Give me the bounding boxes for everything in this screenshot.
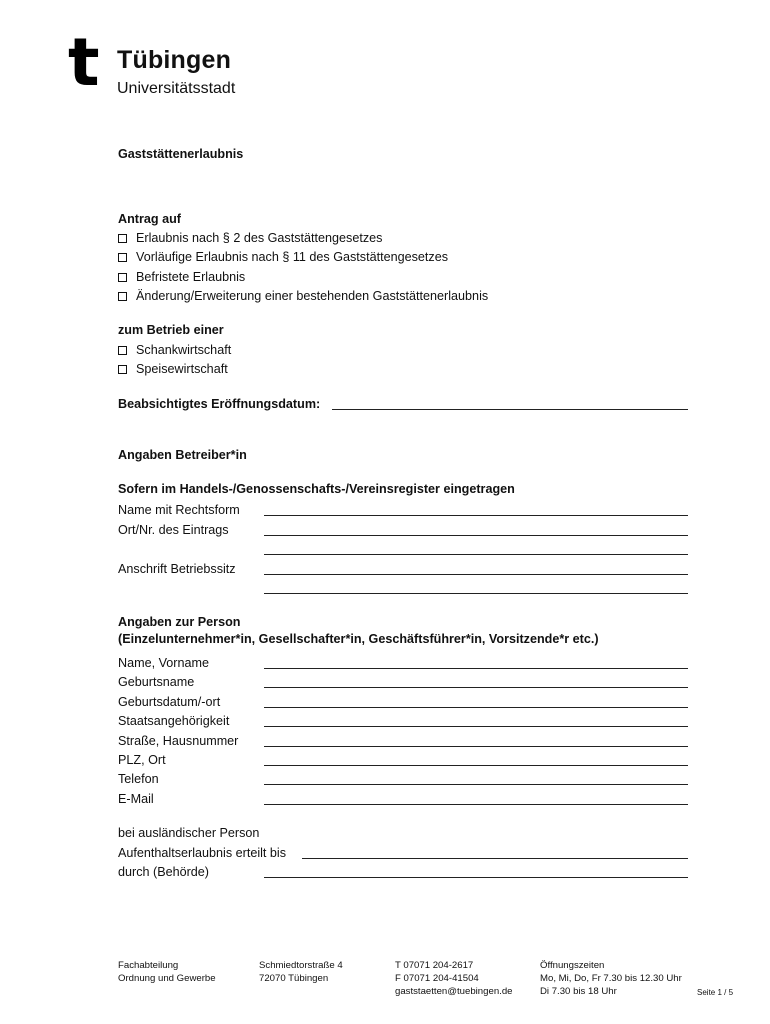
field-behoerde[interactable] <box>264 877 688 878</box>
field-staatsangehoerigkeit[interactable] <box>264 726 688 727</box>
field-anschrift-betriebssitz-extra[interactable] <box>264 593 688 594</box>
footer-street: Schmiedtorstraße 4 <box>259 960 343 971</box>
label-behoerde: durch (Behörde) <box>118 865 210 879</box>
checkbox-speisewirtschaft[interactable] <box>118 365 127 374</box>
option-erlaubnis-2: Erlaubnis nach § 2 des Gaststättengesetzes <box>136 231 383 245</box>
field-email[interactable] <box>264 804 688 805</box>
person-subheading: (Einzelunternehmer*in, Gesellschafter*in, Geschäftsführer*in, Vorsitzende*r etc.) <box>118 632 599 646</box>
label-plz-ort: PLZ, Ort <box>118 753 166 767</box>
label-geburtsname: Geburtsname <box>118 675 195 689</box>
checkbox-befristete-erlaubnis[interactable] <box>118 273 127 282</box>
betrieb-heading: zum Betrieb einer <box>118 323 224 337</box>
logo-t-mark-icon: t <box>68 24 100 101</box>
checkbox-erlaubnis-2[interactable] <box>118 234 127 243</box>
option-speisewirtschaft: Speisewirtschaft <box>136 362 228 376</box>
footer-phone: T 07071 204-2617 <box>395 960 474 971</box>
footer-hours-line2: Di 7.30 bis 18 Uhr <box>540 986 617 997</box>
checkbox-schankwirtschaft[interactable] <box>118 346 127 355</box>
register-heading: Sofern im Handels-/Genossenschafts-/Vereinsregister eingetragen <box>118 482 515 496</box>
label-strasse-hausnummer: Straße, Hausnummer <box>118 734 239 748</box>
footer-hours-title: Öffnungszeiten <box>540 960 605 971</box>
field-eintrag[interactable] <box>264 535 688 536</box>
logo-city-name: Tübingen <box>117 46 232 74</box>
footer-city: 72070 Tübingen <box>259 973 329 984</box>
footer-fax: F 07071 204-41504 <box>395 973 479 984</box>
page-number: Seite 1 / 5 <box>697 988 734 997</box>
footer-address <box>259 959 343 985</box>
field-plz-ort[interactable] <box>264 765 688 766</box>
label-geburtsdatum-ort: Geburtsdatum/-ort <box>118 695 221 709</box>
option-vorlaeufige-erlaubnis: Vorläufige Erlaubnis nach § 11 des Gaststättengesetzes <box>136 250 449 264</box>
footer-dept-line1: Fachabteilung <box>118 960 179 971</box>
label-anschrift-betriebssitz: Anschrift Betriebssitz <box>118 562 236 576</box>
field-eintrag-extra[interactable] <box>264 554 688 555</box>
foreign-heading: bei ausländischer Person <box>118 826 260 840</box>
label-email: E-Mail <box>118 792 154 806</box>
field-telefon[interactable] <box>264 784 688 785</box>
label-telefon: Telefon <box>118 772 159 786</box>
antrag-heading: Antrag auf <box>118 212 181 226</box>
option-schankwirtschaft: Schankwirtschaft <box>136 343 232 357</box>
option-aenderung-erweiterung: Änderung/Erweiterung einer bestehenden Gaststättenerlaubnis <box>136 289 489 303</box>
label-name-vorname: Name, Vorname <box>118 656 209 670</box>
option-befristete-erlaubnis: Befristete Erlaubnis <box>136 270 246 284</box>
document-title: Gaststättenerlaubnis <box>118 147 244 161</box>
footer-contact <box>395 959 513 998</box>
footer-email[interactable]: gaststaetten@tuebingen.de <box>395 986 513 997</box>
label-staatsangehoerigkeit: Staatsangehörigkeit <box>118 714 230 728</box>
label-aufenthaltserlaubnis: Aufenthaltserlaubnis erteilt bis <box>118 846 287 860</box>
footer-dept-line2: Ordnung und Gewerbe <box>118 973 216 984</box>
person-heading: Angaben zur Person <box>118 615 241 629</box>
label-eintrag: Ort/Nr. des Eintrags <box>118 523 229 537</box>
footer-department <box>118 959 216 985</box>
field-anschrift-betriebssitz[interactable] <box>264 574 688 575</box>
checkbox-aenderung-erweiterung[interactable] <box>118 292 127 301</box>
opening-date-field[interactable] <box>332 409 688 410</box>
field-geburtsdatum-ort[interactable] <box>264 707 688 708</box>
operator-heading: Angaben Betreiber*in <box>118 448 247 462</box>
footer-hours <box>540 959 682 998</box>
opening-date-label: Beabsichtigtes Eröffnungsdatum: <box>118 397 321 411</box>
logo-subtitle: Universitätsstadt <box>117 80 236 97</box>
footer-hours-line1: Mo, Mi, Do, Fr 7.30 bis 12.30 Uhr <box>540 973 682 984</box>
field-name-rechtsform[interactable] <box>264 515 688 516</box>
field-aufenthaltserlaubnis[interactable] <box>302 858 688 859</box>
checkbox-vorlaeufige-erlaubnis[interactable] <box>118 253 127 262</box>
label-name-rechtsform: Name mit Rechtsform <box>118 503 240 517</box>
field-geburtsname[interactable] <box>264 687 688 688</box>
field-name-vorname[interactable] <box>264 668 688 669</box>
field-strasse-hausnummer[interactable] <box>264 746 688 747</box>
